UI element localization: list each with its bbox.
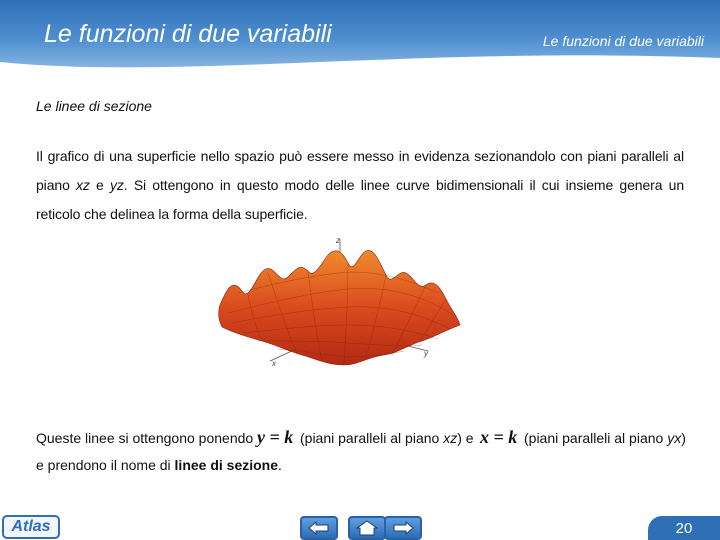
section-title: Le linee di sezione (36, 98, 152, 114)
forward-button[interactable] (384, 516, 422, 540)
z-axis-label: z (336, 236, 340, 245)
line2-suffix: . (278, 457, 282, 473)
equation-x-equals-k: x = k (480, 427, 518, 447)
slide-subtitle: Le funzioni di due variabili (542, 33, 704, 49)
x-axis-label: x (272, 359, 276, 368)
plane-xz-label: xz (76, 177, 90, 193)
y-axis-label: y (424, 349, 428, 358)
home-icon (356, 520, 378, 536)
page-number: 20 (648, 516, 720, 540)
paragraph-text-1: Il grafico di una superficie nello spazio può essere messo in evidenza sezionandolo con piani paralleli al piano (36, 148, 684, 193)
home-button[interactable] (348, 516, 386, 540)
equation-y-equals-k: y = k (257, 427, 294, 447)
section-definition-intro: Queste linee si ottengono ponendo (36, 430, 254, 446)
yx-note-start: (piani paralleli al piano (524, 430, 668, 446)
xz-plane-note (300, 430, 474, 446)
slide-title: Le funzioni di due variabili (44, 20, 332, 48)
yx-note-plane: yx (667, 430, 682, 446)
forward-arrow-icon (392, 521, 414, 535)
body-paragraph (36, 142, 684, 229)
xz-note-end: ) e (457, 430, 474, 446)
plane-yz-label: yz (109, 177, 124, 193)
xz-note-start: (piani paralleli al piano (300, 430, 444, 446)
yx-plane-note (524, 430, 686, 446)
section-lines-name (36, 457, 282, 473)
paragraph-text-2: . Si ottengono in questo modo delle linee curve bidimensionali il cui insieme genera un reticolo che delinea la forma della superficie. (36, 177, 685, 222)
atlas-logo: Atlas (2, 515, 60, 539)
back-arrow-icon (308, 521, 330, 535)
yx-note-end: ) (681, 430, 686, 446)
line2-prefix: e prendono il nome di (36, 457, 175, 473)
paragraph-and: e (89, 177, 110, 193)
header-banner (0, 0, 720, 72)
surface-plot-figure (208, 233, 472, 370)
back-button[interactable] (300, 516, 338, 540)
line2-bold-term: linee di sezione (174, 457, 279, 473)
xz-note-plane: xz (443, 430, 458, 446)
